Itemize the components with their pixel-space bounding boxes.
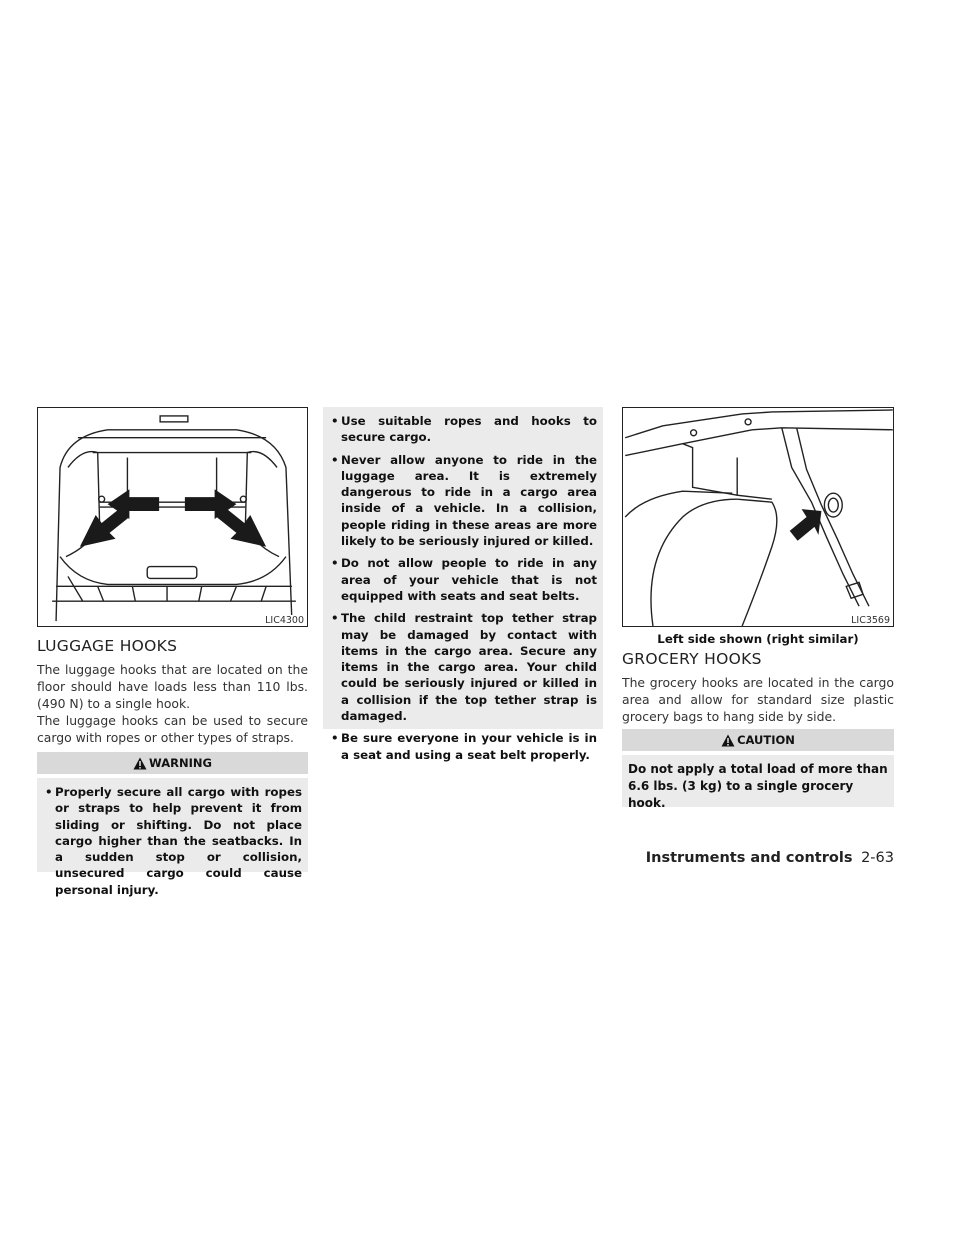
warning-icon [133, 757, 147, 770]
figure-caption: Left side shown (right similar) [657, 632, 859, 646]
warning-title: WARNING [149, 756, 212, 770]
warning-item: • Properly secure all cargo with ropes or straps to help prevent it from sliding or shifting. Do not place cargo higher than the seatbacks. In a sudden stop or collision, unsecured cargo could cause personal injury. [45, 785, 302, 897]
section-heading-grocery-hooks: GROCERY HOOKS [622, 650, 762, 668]
caution-text: Do not apply a total load of more than 6.6 lbs. (3 kg) to a single grocery hook. [628, 762, 888, 810]
figure-code: LIC4300 [265, 615, 304, 626]
warning-continued-body [323, 407, 603, 762]
warning-item: • Be sure everyone in your vehicle is in a seat and using a seat belt properly. [331, 731, 597, 762]
cargo-area-illustration [38, 408, 307, 626]
luggage-hooks-figure [37, 407, 308, 627]
caution-body [622, 755, 894, 810]
footer-section-title: Instruments and controls [645, 850, 853, 866]
warning-item: • Never allow anyone to ride in the luggage area. It is extremely dangerous to ride in a cargo area inside of a vehicle. In a collision, people riding in these areas are more likely to be seriously injured or killed. [331, 452, 597, 549]
grocery-hooks-figure [622, 407, 894, 627]
warning-item: • Use suitable ropes and hooks to secure cargo. [331, 414, 597, 445]
caution-header [622, 729, 894, 751]
footer-page-number: 2-63 [861, 850, 894, 866]
warning-header [37, 752, 308, 774]
warning-body [37, 778, 308, 897]
caution-icon [721, 734, 735, 747]
page-footer [646, 850, 894, 866]
bullet: • [45, 785, 53, 799]
luggage-hooks-paragraph-2: The luggage hooks can be used to secure cargo with ropes or other types of straps. [37, 713, 308, 746]
caution-title: CAUTION [737, 733, 795, 747]
luggage-hooks-paragraph-1: The luggage hooks that are located on the floor should have loads less than 110 lbs. (490 N) to a single hook. [37, 662, 308, 712]
grocery-hook-illustration [623, 408, 893, 626]
section-heading-luggage-hooks: LUGGAGE HOOKS [37, 637, 178, 655]
warning-item: • The child restraint top tether strap may be damaged by contact with items in the cargo area. Secure any items in the cargo area. Your child could be seriously injured or killed in a collision if the top tether strap is damaged. [331, 611, 597, 724]
warning-continued-list [329, 413, 597, 763]
figure-code: LIC3569 [851, 615, 890, 626]
warning-list [43, 784, 302, 898]
grocery-hooks-paragraph: The grocery hooks are located in the cargo area and allow for standard size plastic grocery bags to hang side by side. [622, 675, 894, 725]
warning-item: • Do not allow people to ride in any area of your vehicle that is not equipped with seats and seat belts. [331, 556, 597, 603]
